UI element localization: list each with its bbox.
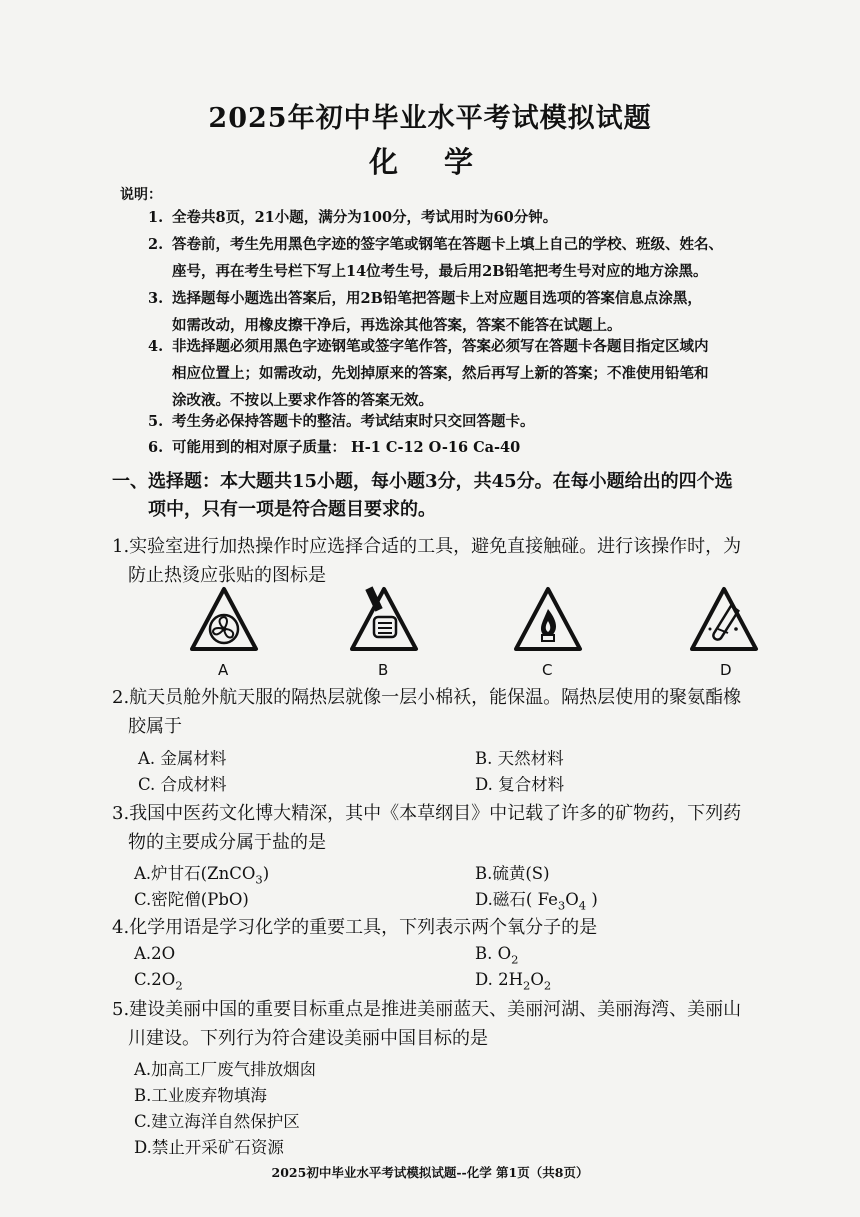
q4-option-c: $C.2O_2$ bbox=[134, 970, 183, 993]
note-5: 5. 考生务必保持答题卡的整洁。考试结束时只交回答题卡。 bbox=[148, 413, 535, 430]
notes-label: 说明： bbox=[120, 187, 162, 203]
question-1-icons bbox=[180, 585, 780, 685]
question-2: 2.航天员舱外航天服的隔热层就像一层小棉袄，能保温。隔热层使用的聚氨酯橡 胶属于 bbox=[112, 687, 742, 737]
icon-label-a: A bbox=[218, 661, 229, 679]
q2-option-b: B. 天然材料 bbox=[475, 749, 564, 768]
page-footer: 2025初中毕业水平考试模拟试题--化学 第1页（共8页） bbox=[271, 1165, 589, 1180]
question-5: 5.建设美丽中国的重要目标重点是推进美丽蓝天、美丽河湖、美丽海湾、美丽山 川建设。下列行为符合建设美丽中国目标的是 bbox=[112, 999, 742, 1049]
exam-subject: 化 学 bbox=[368, 145, 492, 179]
icon-label-c: C bbox=[542, 661, 553, 679]
note-1: 1. 全卷共8页，21小题，满分为100分，考试用时为60分钟。 bbox=[148, 209, 558, 226]
fan-icon bbox=[188, 585, 260, 657]
hot-hand-icon bbox=[348, 585, 420, 657]
q5-option-c: C.建立海洋自然保护区 bbox=[134, 1112, 300, 1131]
icon-label-b: B bbox=[378, 661, 389, 679]
note-2: 2. 答卷前，考生先用黑色字迹的签字笔或钢笔在答题卡上填上自己的学校、班级、姓名、 座号，再在考生号栏下写上14位考生号，最后用2B铅笔把考生号对应的地方涂黑。 bbox=[148, 236, 723, 280]
test-tube-icon bbox=[688, 585, 760, 657]
icon-label-d: D bbox=[720, 661, 732, 679]
note-4: 4. 非选择题必须用黑色字迹钢笔或签字笔作答，答案必须写在答题卡各题目指定区域内 相应位置上；如需改动，先划掉原来的答案，然后再写上新的答案；不准使用铅笔和 涂改液。不按以上要求作答的答案无效。 bbox=[148, 338, 709, 409]
q3-option-d: D.磁石( $Fe_3O_4$ ) bbox=[475, 890, 598, 913]
q5-option-b: B.工业废弃物填海 bbox=[134, 1086, 267, 1105]
flame-icon bbox=[512, 585, 584, 657]
exam-title: 2025年初中毕业水平考试模拟试题 bbox=[208, 103, 652, 134]
section-1-heading: 一、选择题：本大题共15小题，每小题3分，共45分。在每小题给出的四个选 项中，只有一项是符合题目要求的。 bbox=[112, 471, 733, 520]
question-4: 4.化学用语是学习化学的重要工具，下列表示两个氧分子的是 bbox=[112, 917, 598, 938]
q4-option-d: D. $2H_2O_2$ bbox=[475, 970, 552, 993]
q3-option-c: C.密陀僧(PbO) bbox=[134, 890, 249, 909]
q4-option-a: A.2O bbox=[134, 944, 176, 963]
q5-option-a: A.加高工厂废气排放烟囱 bbox=[134, 1060, 317, 1079]
q2-option-c: C. 合成材料 bbox=[138, 775, 227, 794]
q3-option-a: A.炉甘石(ZnCO$_3$) bbox=[134, 864, 270, 887]
note-3: 3. 选择题每小题选出答案后，用2B铅笔把答题卡上对应题目选项的答案信息点涂黑， 如需改动，用橡皮擦干净后，再选涂其他答案，答案不能答在试题上。 bbox=[148, 290, 702, 334]
q4-option-b: B. $O_2$ bbox=[475, 944, 519, 967]
q5-option-d: D.禁止开采矿石资源 bbox=[134, 1138, 284, 1157]
q3-option-b: B.硫黄(S) bbox=[475, 864, 550, 883]
q2-option-d: D. 复合材料 bbox=[475, 775, 565, 794]
question-1: 1.实验室进行加热操作时应选择合适的工具，避免直接触碰。进行该操作时，为 防止热烫应张贴的图标是 bbox=[112, 536, 742, 586]
note-6: 6. 可能用到的相对原子质量： H-1 C-12 O-16 Ca-40 bbox=[148, 439, 521, 456]
question-3: 3.我国中医药文化博大精深，其中《本草纲目》中记载了许多的矿物药，下列药 物的主要成分属于盐的是 bbox=[112, 803, 742, 853]
q2-option-a: A. 金属材料 bbox=[138, 749, 227, 768]
